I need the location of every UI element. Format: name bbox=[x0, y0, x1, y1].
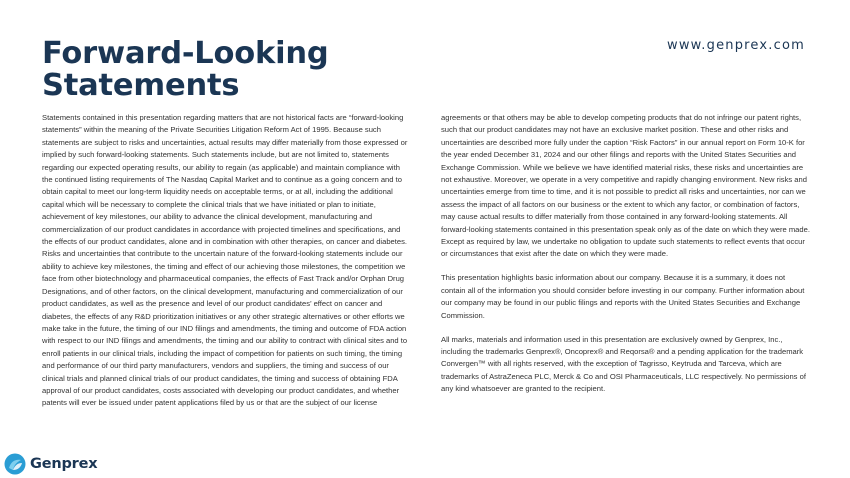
page-title: Forward-Looking Statements bbox=[42, 36, 329, 103]
paragraph: Statements contained in this presentation regarding matters that are not historical facts are “forward-looking statements” within the meaning of the Private Securities Litigation Reform Act of 1995. Because such statements are subject to risks and uncertainties, actual results may differ materially from those expressed or implied by such forward-looking statements. Such statements include, but are not limited to, statements regarding our expected operating results, our ability to regain (as applicable) and maintain compliance with the continued listing requirements of The Nasdaq Capital Market and to continue as a going concern and to obtain capital to meet our long-term liquidity needs on acceptable terms, or at all, including the additional capital which will be necessary to complete the clinical trials that we have initiated or plan to initiate, achievement of key milestones, our ability to advance the clinical development, manufacturing and commercialization of our product candidates in accordance with projected timelines and specifications, and the effects of our product candidates, alone and in combination with other therapies, on cancer and diabetes. Risks and uncertainties that contribute to the uncertain nature of the forward-looking statements include our ability to achieve key milestones, the timing and effect of our achieving those milestones, the competition we face from other biotechnology and pharmaceutical companies, the effects of Fast Track and/or Orphan Drug Designations, and of other factors, on the clinical development, manufacturing and commercialization of our product candidates, as well as the presence and level of our product candidates’ effect on cancer and diabetes, the effects of any R&D prioritization initiatives or any other strategic alternatives or other efforts we make take in the future, the timing of our IND filings and amendments, the timing and outcome of FDA action with respect to our IND filings and amendments, the timing and our ability to contract with clinical sites and to enroll patients in our clinical trials, including the impact of competition for patients on such timing, the timing and performance of our third party manufacturers, vendors and suppliers, the timing and success of our clinical trials and planned clinical trials of our product candidates, the timing and success of obtaining FDA approval of our product candidates, costs associated with developing our product candidates, and whether patents will ever be issued under patent applications filed by us or that are the subject of our license bbox=[42, 113, 408, 408]
right-text-column bbox=[441, 112, 810, 407]
left-text-column bbox=[42, 112, 409, 421]
footer-logo bbox=[4, 453, 97, 475]
logo-wordmark: Genprex bbox=[30, 456, 98, 472]
website-url[interactable]: www.genprex.com bbox=[667, 38, 805, 53]
paragraph: All marks, materials and information used in this presentation are exclusively owned by Genprex, Inc., including the trademarks Genprex®, Oncoprex® and Reqorsa® and a pending application for the trademark Convergen™ with all rights reserved, with the exception of Tagrisso, Keytruda and Tarceva, which are trademarks of AstraZeneca PLC, Merck & Co and OSI Pharmaceuticals, LLC respectively. No permissions of any kind whatsoever are granted to the recipient. bbox=[441, 334, 806, 394]
genprex-logo-icon bbox=[4, 453, 26, 475]
paragraph: This presentation highlights basic information about our company. Because it is a summary, it does not contain all of the information you should consider before investing in our company. Further information about our company may be found in our public filings and reports with the United States Securities and Exchange Commission. bbox=[441, 273, 805, 320]
paragraph: agreements or that others may be able to develop competing products that do not infringe our patent rights, such that our product candidates may not have an exclusive market position. These and other risks and uncertainties are described more fully under the caption “Risk Factors” in our annual report on Form 10-K for the year ended December 31, 2024 and our other filings and reports with the United States Securities and Exchange Commission. While we believe we have identified material risks, these risks and uncertainties are not exhaustive. Moreover, we operate in a very competitive and rapidly changing environment. New risks and uncertainties emerge from time to time, and it is not possible to predict all risks and uncertainties, nor can we assess the impact of all factors on our business or the extent to which any factor, or combination of factors, may cause actual results to differ materially from those contained in any forward-looking statements. All forward-looking statements contained in this presentation speak only as of the date on which they were made. Except as required by law, we undertake no obligation to update such statements to reflect events that occur or circumstances that exist after the date on which they were made. bbox=[441, 113, 810, 259]
